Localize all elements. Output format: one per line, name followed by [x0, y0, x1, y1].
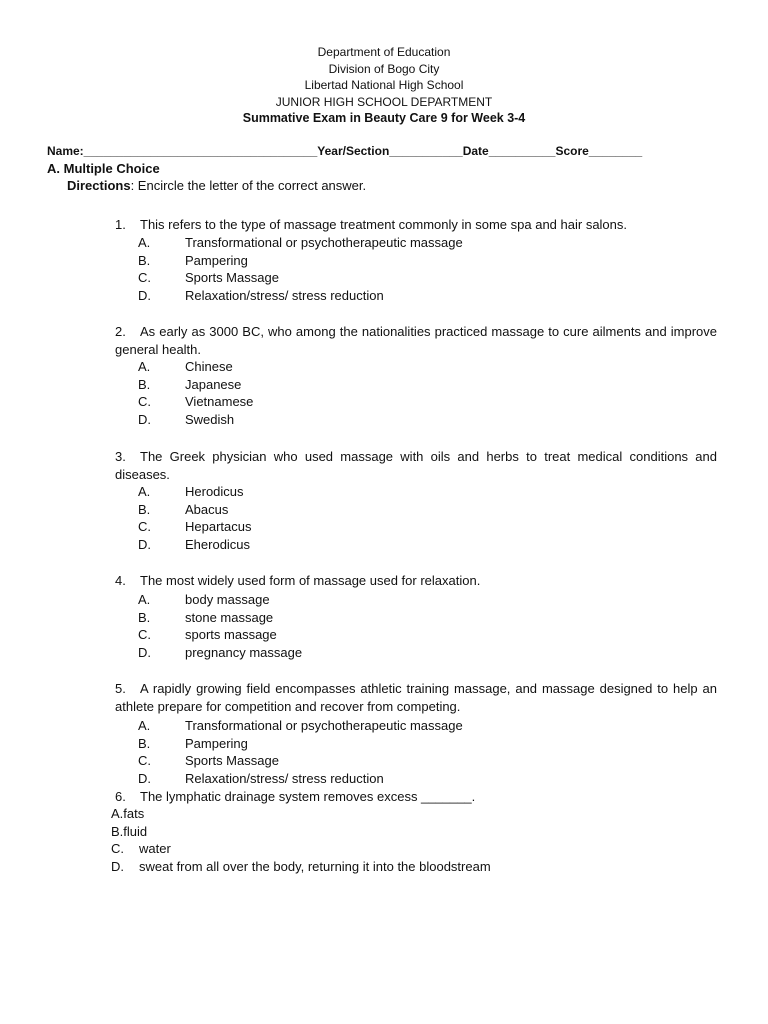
- option-text: pregnancy massage: [185, 645, 303, 661]
- question-2: [115, 323, 717, 358]
- question-text: A rapidly growing field encompasses athletic training massage, and massage designed to help an athlete prepare for competition and recover from competing.: [115, 681, 717, 714]
- option-d[interactable]: [138, 770, 463, 788]
- header-school-department: JUNIOR HIGH SCHOOL DEPARTMENT: [275, 94, 493, 109]
- question-text: The Greek physician who used massage with oils and herbs to treat medical conditions and diseases.: [115, 449, 717, 482]
- option-d[interactable]: [138, 536, 251, 554]
- option-letter: C.: [138, 519, 151, 535]
- option-text: Transformational or psychotherapeutic massage: [185, 235, 463, 250]
- option-text: Sports Massage: [185, 753, 279, 769]
- option-text: fats: [123, 806, 145, 821]
- option-letter: A.: [138, 718, 151, 733]
- option-text: stone massage: [185, 609, 274, 625]
- option-text: Vietnamese: [185, 394, 254, 410]
- student-info-line: Name:___________________________________Year/Section___________Date__________Score________: [47, 144, 643, 158]
- option-letter: C.: [138, 270, 151, 286]
- question-1: [115, 216, 717, 234]
- question-number: 4.: [115, 573, 126, 588]
- option-text: sweat from all over the body, returning it into the bloodstream: [139, 859, 491, 875]
- option-letter: D.: [138, 645, 151, 661]
- option-text: Hepartacus: [185, 519, 252, 535]
- option-letter: B.: [138, 735, 151, 751]
- option-letter: C.: [138, 753, 151, 769]
- option-text: Eherodicus: [185, 537, 251, 553]
- option-text: Sports Massage: [185, 270, 279, 286]
- question-text: The lymphatic drainage system removes excess _______.: [140, 789, 476, 804]
- option-a[interactable]: [138, 591, 302, 609]
- question-4: [115, 572, 717, 590]
- option-letter: A.: [111, 806, 124, 821]
- option-text: body massage: [185, 592, 270, 607]
- document-header: [0, 44, 768, 127]
- question-6: [115, 788, 717, 806]
- option-d[interactable]: [138, 644, 302, 662]
- option-letter: B.: [138, 376, 151, 392]
- directions: [67, 178, 366, 193]
- option-letter: A.: [138, 359, 151, 374]
- option-c[interactable]: [138, 393, 253, 411]
- option-text: water: [139, 841, 171, 857]
- option-text: Herodicus: [185, 484, 244, 499]
- option-text: Chinese: [185, 359, 233, 374]
- option-a[interactable]: [138, 358, 253, 376]
- question-2-options: [138, 358, 253, 429]
- option-c[interactable]: [138, 626, 302, 644]
- option-c[interactable]: [111, 840, 491, 858]
- option-letter: C.: [138, 394, 151, 410]
- option-letter: B.: [138, 252, 151, 268]
- option-b[interactable]: [138, 735, 463, 753]
- option-text: Pampering: [185, 252, 248, 268]
- option-b[interactable]: [138, 376, 253, 394]
- question-6-options: [111, 805, 491, 876]
- option-letter: D.: [138, 771, 151, 787]
- question-text: The most widely used form of massage used for relaxation.: [140, 573, 481, 588]
- exam-title: Summative Exam in Beauty Care 9 for Week 3-4: [242, 111, 526, 125]
- option-c[interactable]: [138, 269, 463, 287]
- directions-text: : Encircle the letter of the correct answer.: [130, 178, 367, 193]
- option-text: Transformational or psychotherapeutic massage: [185, 718, 463, 733]
- question-3: [115, 448, 717, 483]
- option-letter: A.: [138, 592, 151, 607]
- directions-label: Directions: [67, 178, 131, 193]
- option-letter: A.: [138, 484, 151, 499]
- option-letter: B.: [138, 501, 151, 517]
- option-text: Relaxation/stress/ stress reduction: [185, 288, 384, 304]
- header-department: Department of Education: [317, 45, 451, 59]
- option-letter: A.: [138, 235, 151, 250]
- option-d[interactable]: [138, 287, 463, 305]
- option-letter: D.: [111, 859, 124, 875]
- option-a[interactable]: [138, 483, 251, 501]
- question-text: As early as 3000 BC, who among the nationalities practiced massage to cure ailments and improve general health.: [115, 324, 717, 357]
- option-text: Pampering: [185, 735, 248, 751]
- option-text: Japanese: [185, 376, 242, 392]
- option-d[interactable]: [138, 411, 253, 429]
- question-number: 6.: [115, 789, 126, 804]
- option-b[interactable]: [138, 609, 302, 627]
- question-number: 3.: [115, 449, 126, 464]
- option-text: Swedish: [185, 412, 235, 428]
- header-division: Division of Bogo City: [328, 61, 440, 76]
- option-letter: B.: [138, 609, 151, 625]
- option-text: Relaxation/stress/ stress reduction: [185, 771, 384, 787]
- question-3-options: [138, 483, 251, 554]
- option-letter: B.: [111, 823, 124, 839]
- question-1-options: [138, 234, 463, 305]
- option-letter: D.: [138, 288, 151, 304]
- option-letter: C.: [111, 841, 124, 857]
- option-b[interactable]: [111, 823, 491, 841]
- option-b[interactable]: [138, 252, 463, 270]
- option-letter: D.: [138, 537, 151, 553]
- option-letter: D.: [138, 412, 151, 428]
- option-text: Abacus: [185, 501, 229, 517]
- question-4-options: [138, 591, 302, 662]
- option-a[interactable]: [138, 234, 463, 252]
- option-text: sports massage: [185, 627, 277, 643]
- question-number: 1.: [115, 217, 126, 232]
- question-number: 2.: [115, 324, 126, 339]
- option-d[interactable]: [111, 858, 491, 876]
- question-5: [115, 680, 717, 715]
- option-a[interactable]: [111, 805, 491, 823]
- question-number: 5.: [115, 681, 126, 696]
- option-a[interactable]: [138, 717, 463, 735]
- option-c[interactable]: [138, 752, 463, 770]
- question-text: This refers to the type of massage treatment commonly in some spa and hair salons.: [140, 217, 628, 232]
- option-text: fluid: [123, 823, 148, 839]
- option-b[interactable]: [138, 501, 251, 519]
- option-c[interactable]: [138, 518, 251, 536]
- option-letter: C.: [138, 627, 151, 643]
- header-school: Libertad National High School: [304, 78, 464, 92]
- section-title: A. Multiple Choice: [47, 161, 160, 176]
- question-5-options: [138, 717, 463, 788]
